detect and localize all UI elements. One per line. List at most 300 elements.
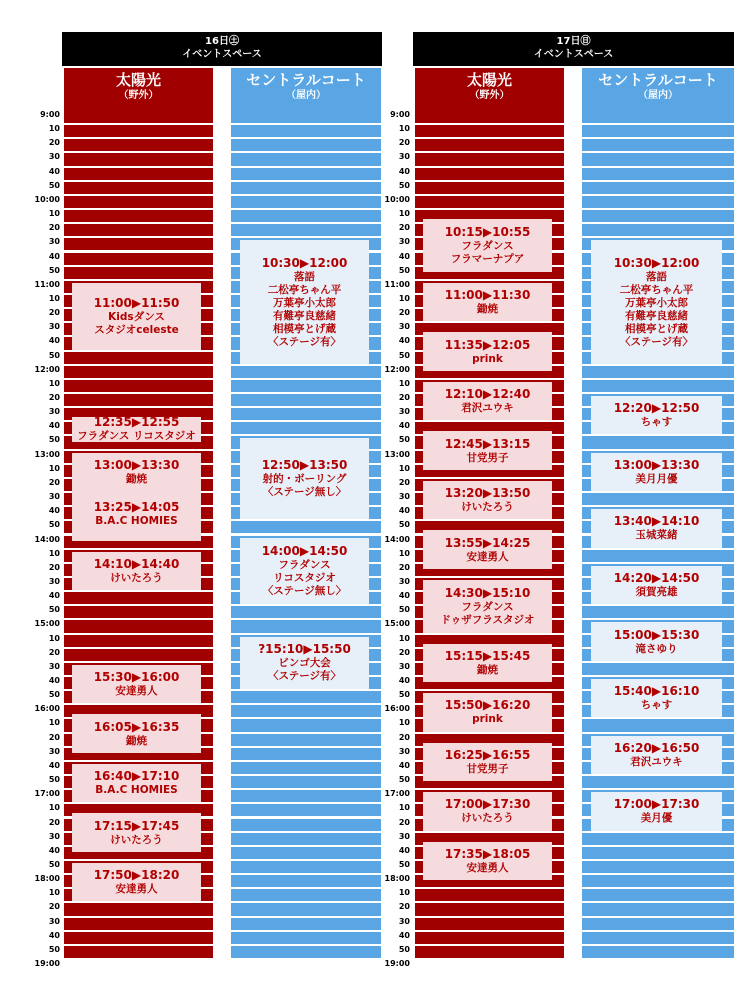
time-slot [64,606,213,618]
day-header-16 [62,32,382,66]
event-label: 射的・ボーリング [262,473,347,486]
time-label: 10 [398,803,410,813]
event-label: 万葉亭小太郎 [625,296,688,309]
event-block[interactable] [423,693,552,731]
time-label: 20 [398,562,410,572]
time-label: 10 [398,548,410,558]
time-label: 50 [48,690,60,700]
time-slot [582,196,734,208]
time-slot [231,606,381,618]
time-label: 50 [48,265,60,275]
event-block[interactable] [423,332,552,370]
time-slot [231,819,381,831]
time-slot [64,253,213,265]
time-label: 40 [48,930,60,940]
time-slot [231,125,381,137]
time-slot [582,380,734,392]
time-slot [231,521,381,533]
event-block[interactable] [72,488,201,541]
time-slot [64,267,213,279]
day-title: 16日㊏ [205,36,239,47]
event-block[interactable] [72,714,201,752]
event-label: 万葉亭小太郎 [273,296,336,309]
event-label: けいたろう [110,833,163,846]
time-slot [64,394,213,406]
time-slot [582,606,734,618]
event-label: 美月優 [640,812,673,825]
time-slot [231,918,381,930]
event-time: ?15:10▶15:50 [258,642,351,657]
time-slot [231,168,381,180]
time-label: 40 [398,930,410,940]
event-block[interactable] [423,644,552,682]
time-slot [64,352,213,364]
event-block[interactable] [240,637,369,690]
event-label: B.A.C HOMIES [95,784,178,797]
time-label: 19:00 [384,959,410,968]
time-slot [231,847,381,859]
time-slot [582,366,734,378]
time-label: 40 [398,591,410,601]
time-label: 20 [48,732,60,742]
time-label: 20 [398,902,410,912]
time-label: 30 [48,576,60,586]
time-label: 10 [48,124,60,134]
time-slot [231,734,381,746]
time-label: 10 [48,803,60,813]
time-label: 10 [48,209,60,219]
event-label: フラダンス [461,239,514,252]
time-slot [231,366,381,378]
venue-name: セントラルコート [246,71,366,89]
event-time: 13:00▶13:30 [613,457,700,472]
event-time: 15:40▶16:10 [613,684,700,699]
time-slot [231,196,381,208]
event-label: けいたろう [461,812,514,825]
event-label: 安達勇人 [115,883,158,896]
event-time: 14:00▶14:50 [261,543,348,558]
time-slot [231,705,381,717]
event-block[interactable] [591,736,722,774]
time-slot [231,620,381,632]
time-slot [231,932,381,944]
event-time: 17:00▶17:30 [444,797,531,812]
time-label: 50 [48,435,60,445]
time-label: 10 [48,378,60,388]
time-label: 40 [398,421,410,431]
event-block[interactable] [72,552,201,590]
event-time: 16:05▶16:35 [93,719,180,734]
time-slot [64,125,213,137]
time-slot [582,550,734,562]
event-block[interactable] [591,622,722,660]
event-label: 〈ステージ無し〉 [262,486,347,499]
time-label: 16:00 [384,704,410,714]
time-slot [231,210,381,222]
time-label: 20 [398,732,410,742]
time-slot [582,918,734,930]
time-label: 10 [398,718,410,728]
event-label: 相模亭とげ蔵 [273,322,336,335]
time-slot [582,946,734,958]
time-label: 10 [398,463,410,473]
schedule-column-17-outdoor [415,111,564,972]
time-label: 13:00 [384,449,410,459]
time-label: 18:00 [34,874,60,884]
time-label: 10 [398,293,410,303]
time-label: 30 [398,152,410,162]
event-time: 14:20▶14:50 [613,571,700,586]
time-label: 20 [48,562,60,572]
event-label: フラダンス リコスタジオ [77,430,196,443]
time-label: 14:00 [384,534,410,544]
event-block[interactable] [423,481,552,519]
time-label: 12:00 [34,364,60,374]
event-block[interactable] [72,665,201,703]
event-time: 11:00▶11:50 [93,295,180,310]
time-label: 40 [48,760,60,770]
time-label: 50 [48,520,60,530]
event-time: 13:25▶14:05 [93,500,180,515]
time-axis-17 [382,111,412,972]
time-slot [231,719,381,731]
event-block[interactable] [423,580,552,633]
venue-name: 太陽光 [115,71,161,89]
event-time: 15:50▶16:20 [444,698,531,713]
venue-sub: （野外） [118,90,159,101]
time-label: 9:00 [40,110,60,119]
time-slot [64,182,213,194]
time-label: 15:00 [34,619,60,629]
event-label: スタジオceleste [94,323,179,336]
time-label: 50 [48,350,60,360]
time-label: 50 [398,265,410,275]
time-slot [582,861,734,873]
event-block[interactable] [423,842,552,880]
event-time: 15:30▶16:00 [93,670,180,685]
time-slot [231,861,381,873]
time-label: 13:00 [34,449,60,459]
time-label: 20 [48,647,60,657]
event-block[interactable] [423,530,552,568]
event-time: 10:30▶12:00 [261,255,348,270]
time-label: 10 [48,548,60,558]
event-label: 〈ステージ有〉 [267,670,342,683]
time-slot [415,903,564,915]
time-label: 50 [398,180,410,190]
time-label: 50 [48,180,60,190]
time-label: 10 [398,888,410,898]
time-label: 40 [398,760,410,770]
event-label: 〈ステージ有〉 [267,335,342,348]
time-slot [582,111,734,123]
time-label: 40 [48,845,60,855]
time-label: 40 [48,591,60,601]
time-label: 20 [398,477,410,487]
event-label: 鋤焼 [477,303,498,316]
time-slot [231,889,381,901]
event-time: 14:30▶15:10 [444,585,531,600]
time-label: 20 [398,393,410,402]
time-label: 50 [398,605,410,615]
time-label: 20 [48,223,60,233]
time-label: 20 [398,647,410,657]
time-slot [64,153,213,165]
time-slot [415,196,564,208]
event-block[interactable] [240,538,369,605]
time-slot [64,224,213,236]
event-label: 落語 [294,270,315,283]
time-label: 30 [48,492,60,502]
event-label: 須賀亮雄 [635,586,678,599]
event-time: 17:15▶17:45 [93,818,180,833]
time-slot [415,168,564,180]
time-slot [582,436,734,448]
time-label: 20 [398,817,410,827]
venue-header-outdoor-16 [64,68,213,111]
time-slot [582,833,734,845]
venue-sub: （屋内） [638,90,678,101]
event-time: 13:20▶13:50 [444,486,531,501]
event-label: フラダンス [278,558,331,571]
time-slot [582,875,734,887]
time-slot [64,946,213,958]
time-label: 19:00 [34,959,60,968]
event-block[interactable] [591,792,722,830]
time-label: 16:00 [34,704,60,714]
time-slot [582,663,734,675]
event-time: 11:35▶12:05 [444,337,531,352]
event-block[interactable] [423,283,552,321]
event-label: フラダンス [461,600,514,613]
time-label: 40 [48,506,60,516]
event-time: 13:00▶13:30 [93,457,180,472]
event-label: 二松亭ちゃん平 [619,283,694,296]
event-time: 14:10▶14:40 [93,556,180,571]
event-label: 鋤焼 [126,472,147,485]
time-label: 20 [48,138,60,148]
time-slot [64,168,213,180]
time-slot [231,139,381,151]
time-label: 40 [48,421,60,431]
event-block[interactable] [240,438,369,519]
event-time: 17:50▶18:20 [93,868,180,883]
time-slot [64,111,213,123]
time-label: 50 [398,944,410,954]
time-label: 30 [398,576,410,586]
time-label: 30 [398,831,410,841]
event-time: 17:00▶17:30 [613,797,700,812]
event-block[interactable] [72,283,201,350]
time-label: 30 [48,152,60,162]
event-label: けいたろう [110,571,163,584]
event-label: 甘党男子 [466,451,509,464]
time-slot [582,847,734,859]
venue-header-indoor-17 [582,68,734,111]
event-label: 安達勇人 [466,861,509,874]
event-block[interactable] [591,453,722,491]
time-slot [415,946,564,958]
event-label: Kidsダンス [108,310,165,323]
time-slot [64,238,213,250]
time-slot [582,125,734,137]
time-label: 30 [398,916,410,926]
time-slot [415,182,564,194]
event-time: 12:45▶13:15 [444,436,531,451]
event-time: 16:20▶16:50 [613,740,700,755]
event-time: 16:25▶16:55 [444,747,531,762]
event-block[interactable] [591,240,722,363]
time-label: 30 [48,661,60,671]
time-label: 10:00 [384,194,410,204]
event-label: 落語 [646,270,667,283]
venue-sub: （屋内） [286,90,326,101]
time-slot [231,790,381,802]
event-label: 美月月優 [635,472,678,485]
event-block[interactable] [423,431,552,469]
event-label: 鋤焼 [477,663,498,676]
event-block[interactable] [240,240,369,363]
event-block[interactable] [423,219,552,272]
time-slot [582,168,734,180]
time-slot [64,649,213,661]
time-label: 30 [398,746,410,756]
event-block[interactable] [423,743,552,781]
time-label: 50 [398,350,410,360]
event-block[interactable] [72,764,201,802]
event-label: ちゃす [640,699,673,712]
event-label: ドゥザフラスタジオ [440,613,535,626]
time-slot [231,903,381,915]
time-label: 30 [48,831,60,841]
time-label: 30 [398,407,410,417]
time-label: 10 [398,209,410,219]
time-label: 30 [398,237,410,247]
time-label: 50 [48,775,60,785]
time-slot [64,592,213,604]
event-time: 15:00▶15:30 [613,627,700,642]
time-label: 30 [398,322,410,332]
event-label: けいたろう [461,501,514,514]
time-label: 30 [48,322,60,332]
event-label: 〈ステージ有〉 [619,335,694,348]
event-time: 13:55▶14:25 [444,535,531,550]
time-slot [231,875,381,887]
time-label: 40 [48,676,60,685]
venue-name: セントラルコート [598,71,718,89]
event-label: 滝さゆり [635,642,678,655]
event-label: 有難亭良慈緒 [273,309,336,322]
time-label: 18:00 [384,874,410,884]
event-block[interactable] [591,396,722,434]
time-label: 15:00 [384,619,410,629]
event-label: リコスタジオ [273,571,336,584]
time-label: 17:00 [34,789,60,799]
time-slot [231,111,381,123]
time-label: 20 [48,477,60,487]
time-slot [64,139,213,151]
time-label: 40 [398,251,410,261]
time-slot [582,719,734,731]
time-label: 50 [398,690,410,700]
event-time: 13:40▶14:10 [613,514,700,529]
time-slot [582,932,734,944]
time-label: 30 [48,407,60,417]
time-slot [64,380,213,392]
time-label: 50 [398,859,410,869]
event-block[interactable] [591,509,722,547]
event-block[interactable] [591,566,722,604]
event-block[interactable] [591,679,722,717]
time-label: 40 [48,166,60,176]
time-label: 11:00 [384,279,410,289]
time-slot [231,153,381,165]
event-block[interactable] [423,792,552,830]
time-label: 10 [398,633,410,643]
event-time: 12:10▶12:40 [444,387,531,402]
time-label: 14:00 [34,534,60,544]
event-label: prink [472,352,503,365]
time-slot [582,139,734,151]
time-slot [231,833,381,845]
event-label: 〈ステージ無し〉 [262,584,347,597]
venue-sub: （野外） [469,90,510,101]
event-time: 11:00▶11:30 [444,288,531,303]
time-slot [64,366,213,378]
event-block[interactable] [72,863,201,901]
time-slot [231,946,381,958]
time-slot [64,635,213,647]
time-slot [582,210,734,222]
time-label: 40 [398,676,410,685]
event-time: 12:35▶12:55 [93,415,180,430]
event-block[interactable] [72,453,201,491]
time-slot [231,762,381,774]
time-label: 20 [48,902,60,912]
time-slot [582,493,734,505]
time-label: 50 [48,859,60,869]
time-slot [415,111,564,123]
day-title: 17日㊐ [556,36,591,47]
event-time: 12:50▶13:50 [261,458,348,473]
time-label: 9:00 [390,110,410,119]
event-time: 17:35▶18:05 [444,846,531,861]
time-slot [231,691,381,703]
event-block[interactable] [72,417,201,441]
event-label: 甘党男子 [466,762,509,775]
schedule-column-17-indoor [582,111,734,972]
event-time: 10:15▶10:55 [444,224,531,239]
time-slot [231,408,381,420]
time-label: 12:00 [384,364,410,374]
event-label: 有難亭良慈緒 [625,309,688,322]
time-slot [415,932,564,944]
time-label: 30 [398,492,410,502]
time-label: 40 [398,166,410,176]
time-slot [231,748,381,760]
event-label: 鋤焼 [126,734,147,747]
time-label: 50 [398,775,410,785]
event-block[interactable] [72,813,201,851]
time-label: 20 [48,817,60,827]
time-slot [582,903,734,915]
time-label: 40 [398,845,410,855]
event-block[interactable] [423,382,552,420]
event-label: 君沢ユウキ [461,402,514,415]
event-label: ちゃす [640,416,673,429]
time-label: 10:00 [34,194,60,204]
time-slot [231,804,381,816]
